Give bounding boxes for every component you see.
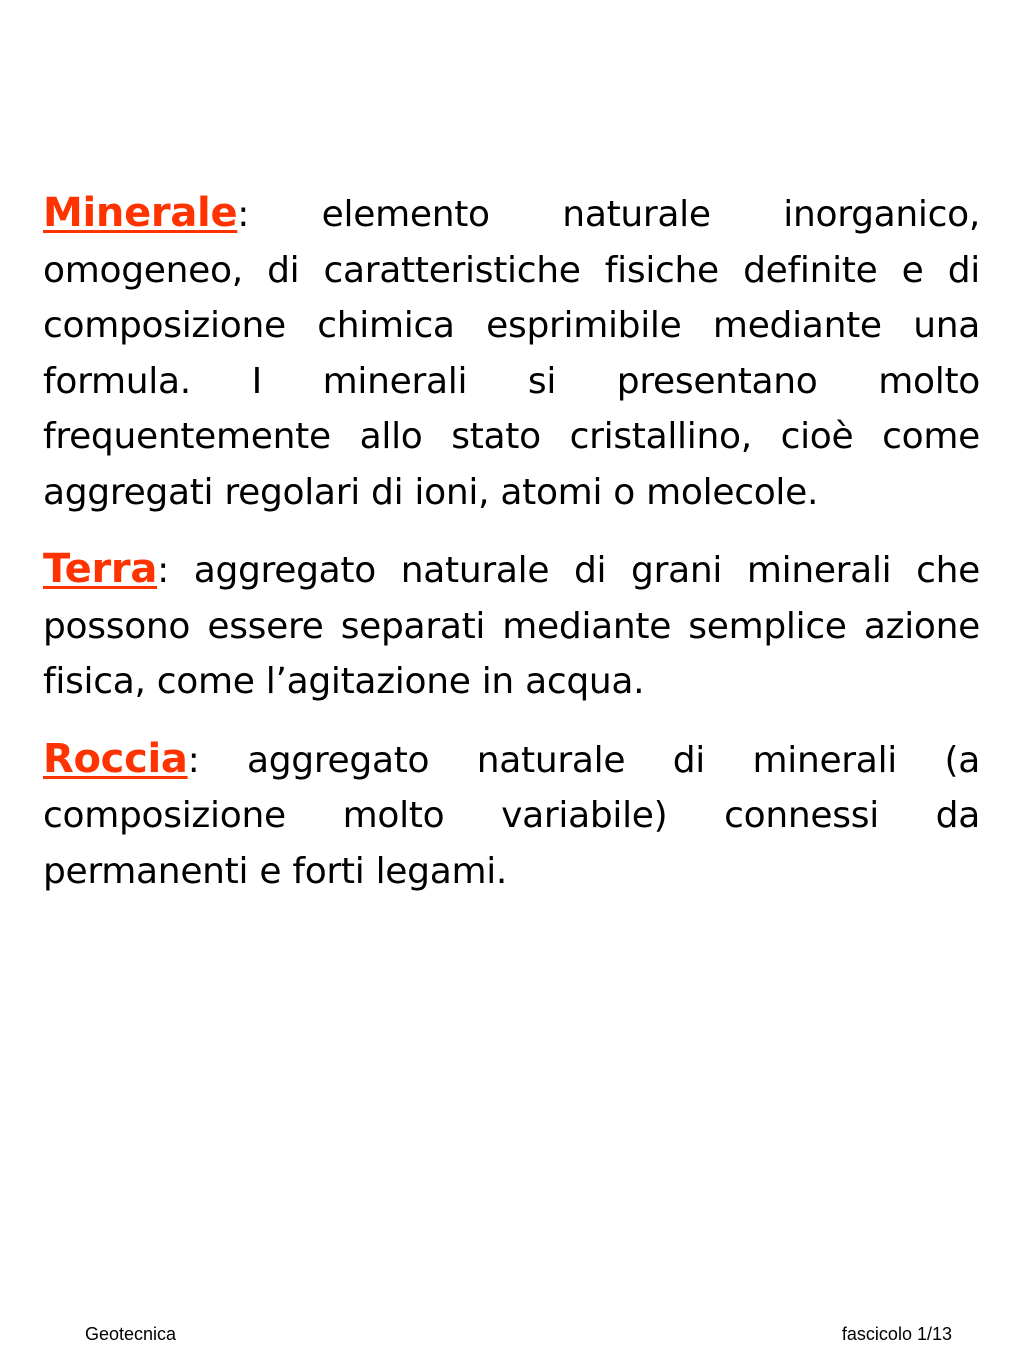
definition-text: elemento naturale inorganico, omogeneo, di caratteristiche fisiche definite e di composizione chimica esprimibile mediante una formula. I minerali si presentano molto frequentemente allo stato cristallino, cioè come aggregati regolari di ioni, atomi o molecole. (43, 194, 980, 513)
term-roccia: Roccia (43, 735, 188, 782)
definition-minerale (43, 186, 980, 520)
separator: : (187, 739, 200, 781)
definition-roccia (43, 732, 980, 900)
footer-page-number: fascicolo 1/13 (841, 1324, 952, 1344)
term-terra: Terra (43, 546, 158, 592)
separator: : (157, 550, 169, 591)
definition-terra (43, 542, 980, 710)
definition-text: aggregato naturale di minerali (a composizione molto variabile) connessi da permanenti e forti legami. (43, 739, 980, 892)
separator: : (237, 194, 250, 235)
footer-course-title: Geotecnica (85, 1324, 177, 1344)
definitions-body (43, 186, 980, 921)
term-minerale: Minerale (43, 190, 238, 236)
definition-text: aggregato naturale di grani minerali che possono essere separati mediante semplice azione fisica, come l’agitazione in acqua. (43, 550, 980, 702)
